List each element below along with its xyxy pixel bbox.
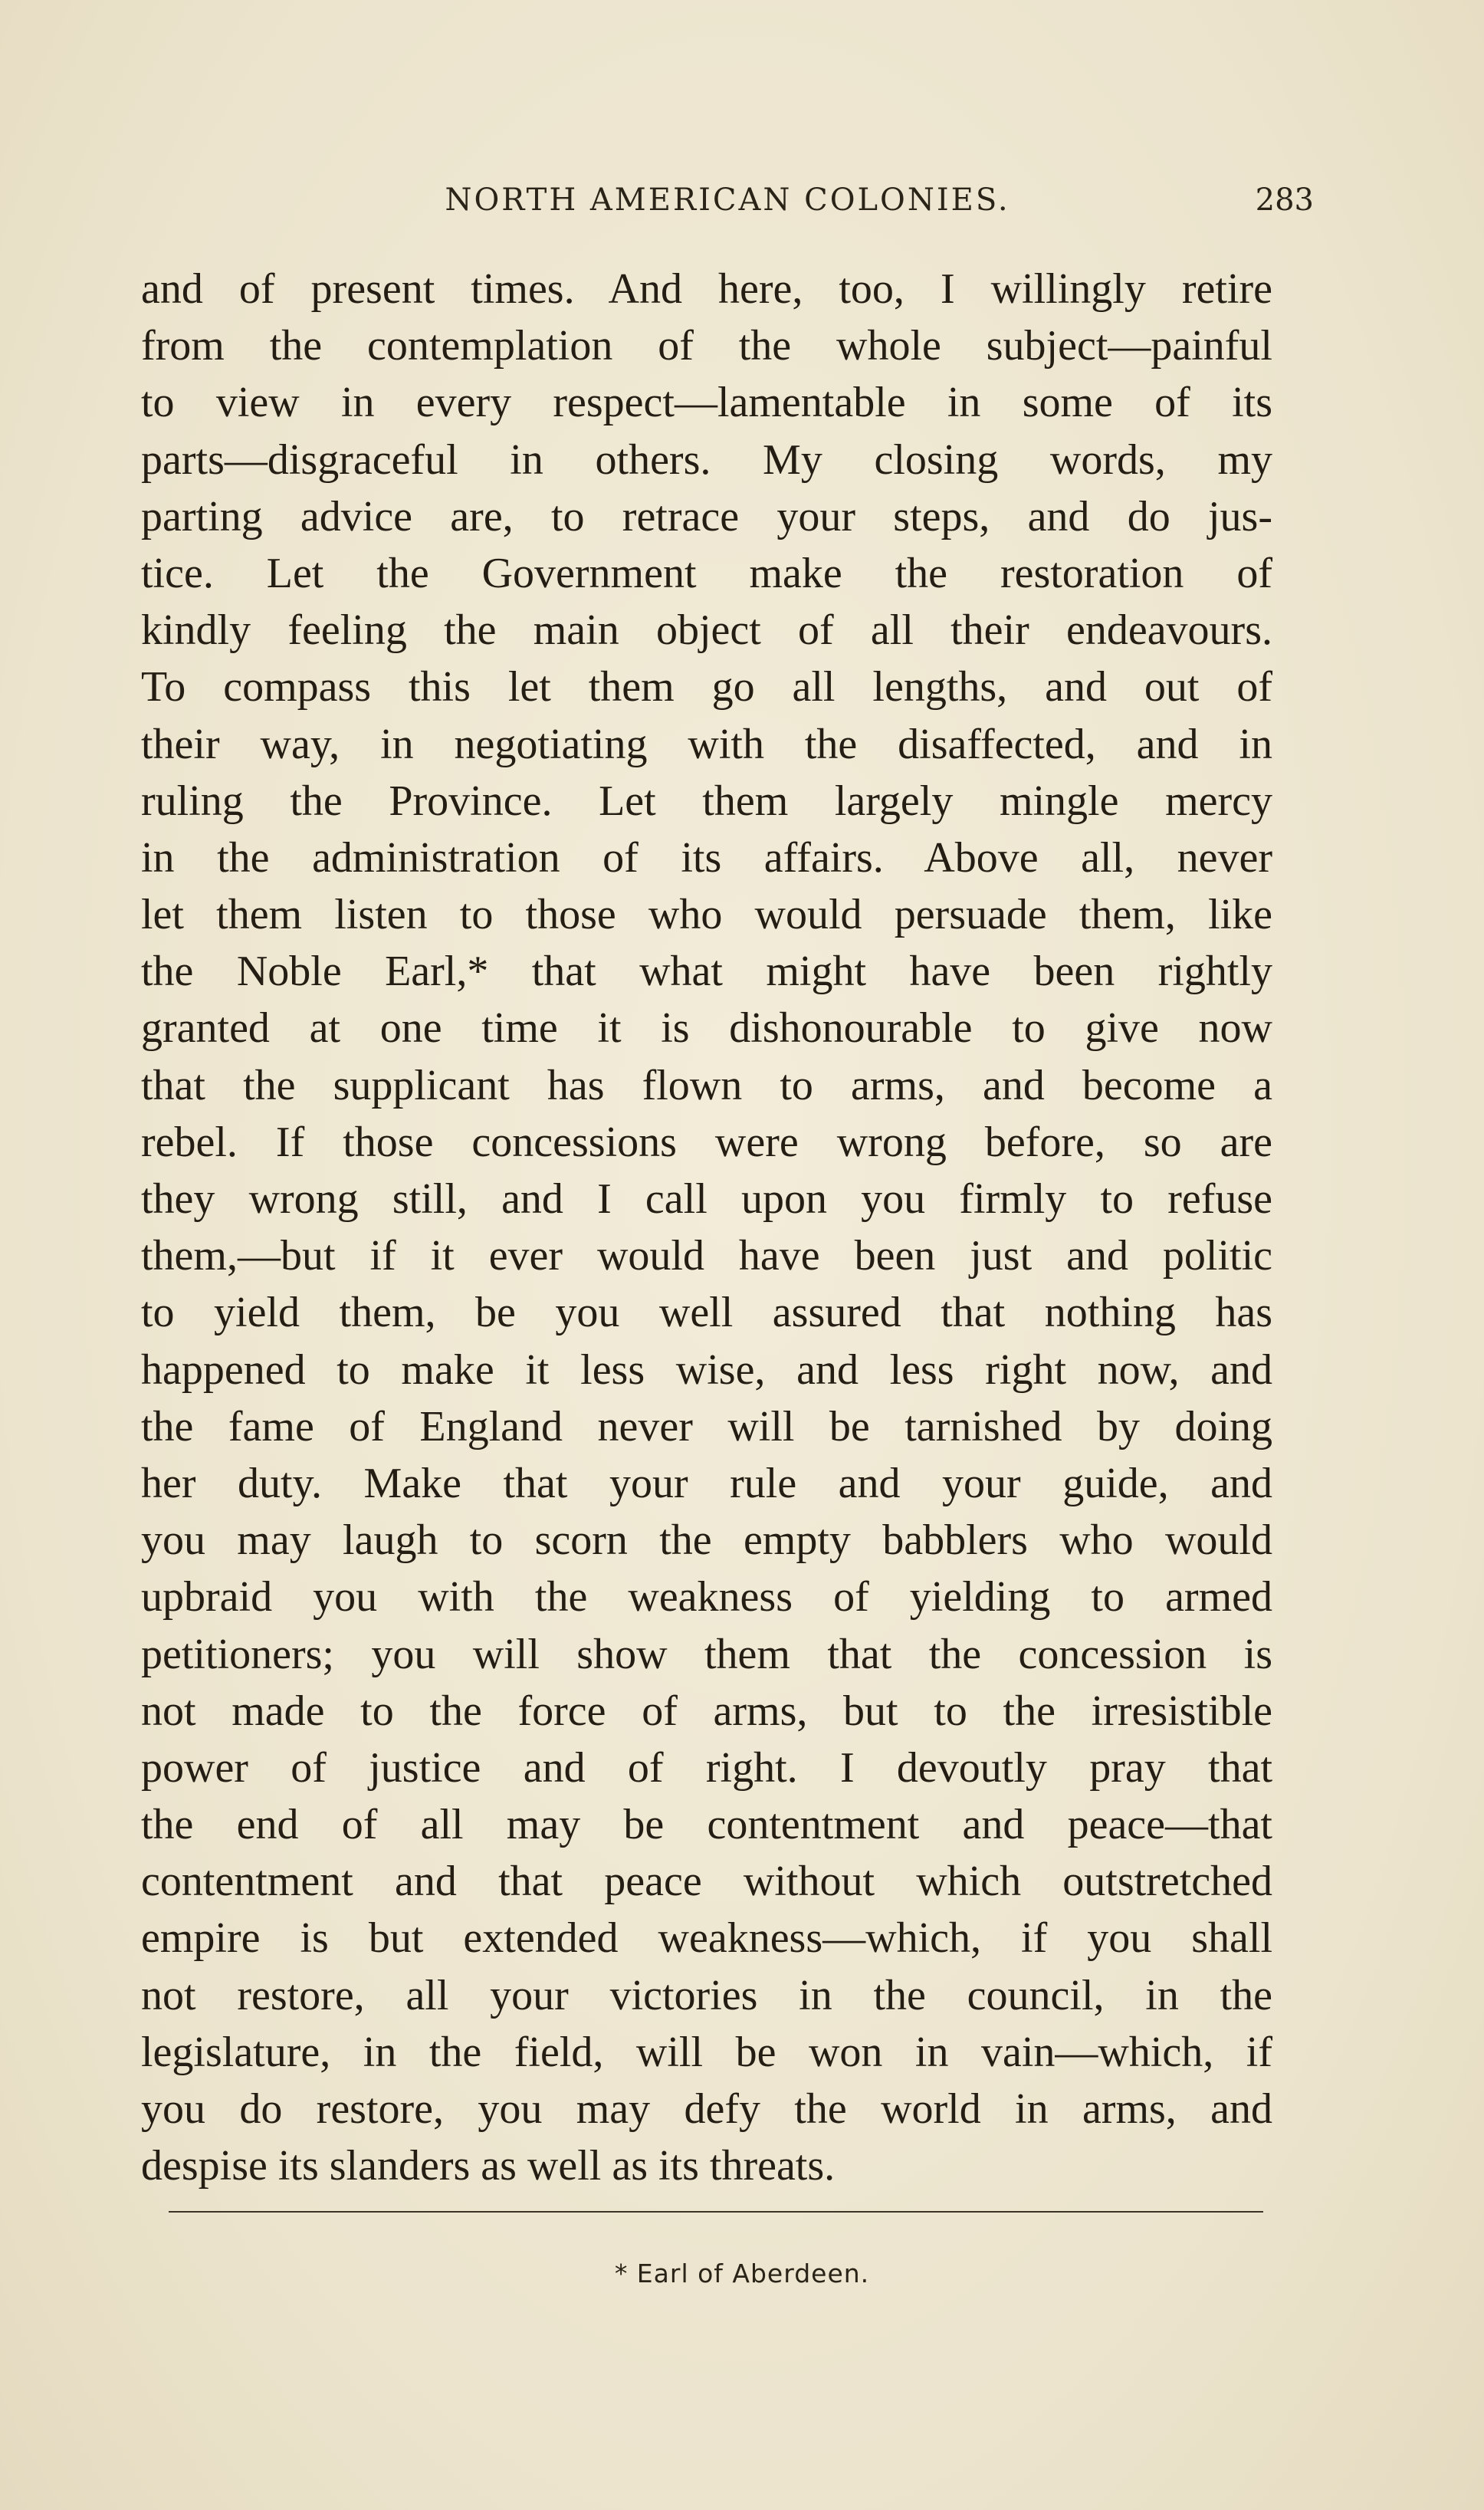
text-line: let them listen to those who would persuade them, like <box>141 891 1272 939</box>
text-line: their way, in negotiating with the disaffected, and in <box>141 720 1272 768</box>
text-line: and of present times. And here, too, I willingly retire <box>141 265 1272 313</box>
text-line: petitioners; you will show them that the concession is <box>141 1630 1272 1678</box>
text-line: from the contemplation of the whole subject—painful <box>141 322 1272 370</box>
text-line: her duty. Make that your rule and your guide, and <box>141 1459 1272 1507</box>
text-line: not made to the force of arms, but to the irresistible <box>141 1687 1272 1735</box>
text-line: rebel. If those concessions were wrong before, so are <box>141 1118 1272 1166</box>
text-line: not restore, all your victories in the council, in the <box>141 1971 1272 2019</box>
footnote-rule <box>169 2211 1263 2213</box>
text-line: them,—but if it ever would have been just and politic <box>141 1232 1272 1280</box>
text-line: to view in every respect—lamentable in some of its <box>141 379 1272 427</box>
text-line: the Noble Earl,* that what might have been rightly <box>141 948 1272 996</box>
text-line: the fame of England never will be tarnished by doing <box>141 1402 1272 1450</box>
text-line: upbraid you with the weakness of yielding to armed <box>141 1573 1272 1621</box>
text-line: kindly feeling the main object of all their endeavours. <box>141 606 1272 655</box>
footnote: * Earl of Aberdeen. <box>614 2259 870 2288</box>
page-number: 283 <box>1255 182 1314 218</box>
text-line: you do restore, you may defy the world in arms, and <box>141 2085 1272 2133</box>
text-line: that the supplicant has flown to arms, and become a <box>141 1061 1272 1109</box>
text-line: you may laugh to scorn the empty babblers who would <box>141 1516 1272 1565</box>
text-line: legislature, in the field, will be won in vain—which, if <box>141 2028 1272 2076</box>
text-line: empire is but extended weakness—which, if you shall <box>141 1914 1272 1963</box>
text-line: happened to make it less wise, and less right now, and <box>141 1345 1272 1394</box>
text-line: tice. Let the Government make the restoration of <box>141 549 1272 597</box>
body-text <box>141 261 1272 2194</box>
text-line: parts—disgraceful in others. My closing words, my <box>141 435 1272 484</box>
text-line: the end of all may be contentment and peace—that <box>141 1801 1272 1849</box>
text-line: they wrong still, and I call upon you firmly to refuse <box>141 1175 1272 1223</box>
text-line: To compass this let them go all lengths, and out of <box>141 663 1272 711</box>
page-header <box>141 182 1314 228</box>
text-line: power of justice and of right. I devoutly pray that <box>141 1743 1272 1792</box>
text-line: despise its slanders as well as its threats. <box>141 2142 836 2190</box>
text-line: ruling the Province. Let them largely mingle mercy <box>141 777 1272 825</box>
text-line: contentment and that peace without which outstretched <box>141 1858 1272 1906</box>
text-line: to yield them, be you well assured that nothing has <box>141 1289 1272 1337</box>
text-line: in the administration of its affairs. Above all, never <box>141 833 1272 882</box>
text-line: parting advice are, to retrace your steps, and do jus- <box>141 492 1272 540</box>
running-title: NORTH AMERICAN COLONIES. <box>445 182 1010 218</box>
text-line: granted at one time it is dishonourable to give now <box>141 1004 1272 1053</box>
